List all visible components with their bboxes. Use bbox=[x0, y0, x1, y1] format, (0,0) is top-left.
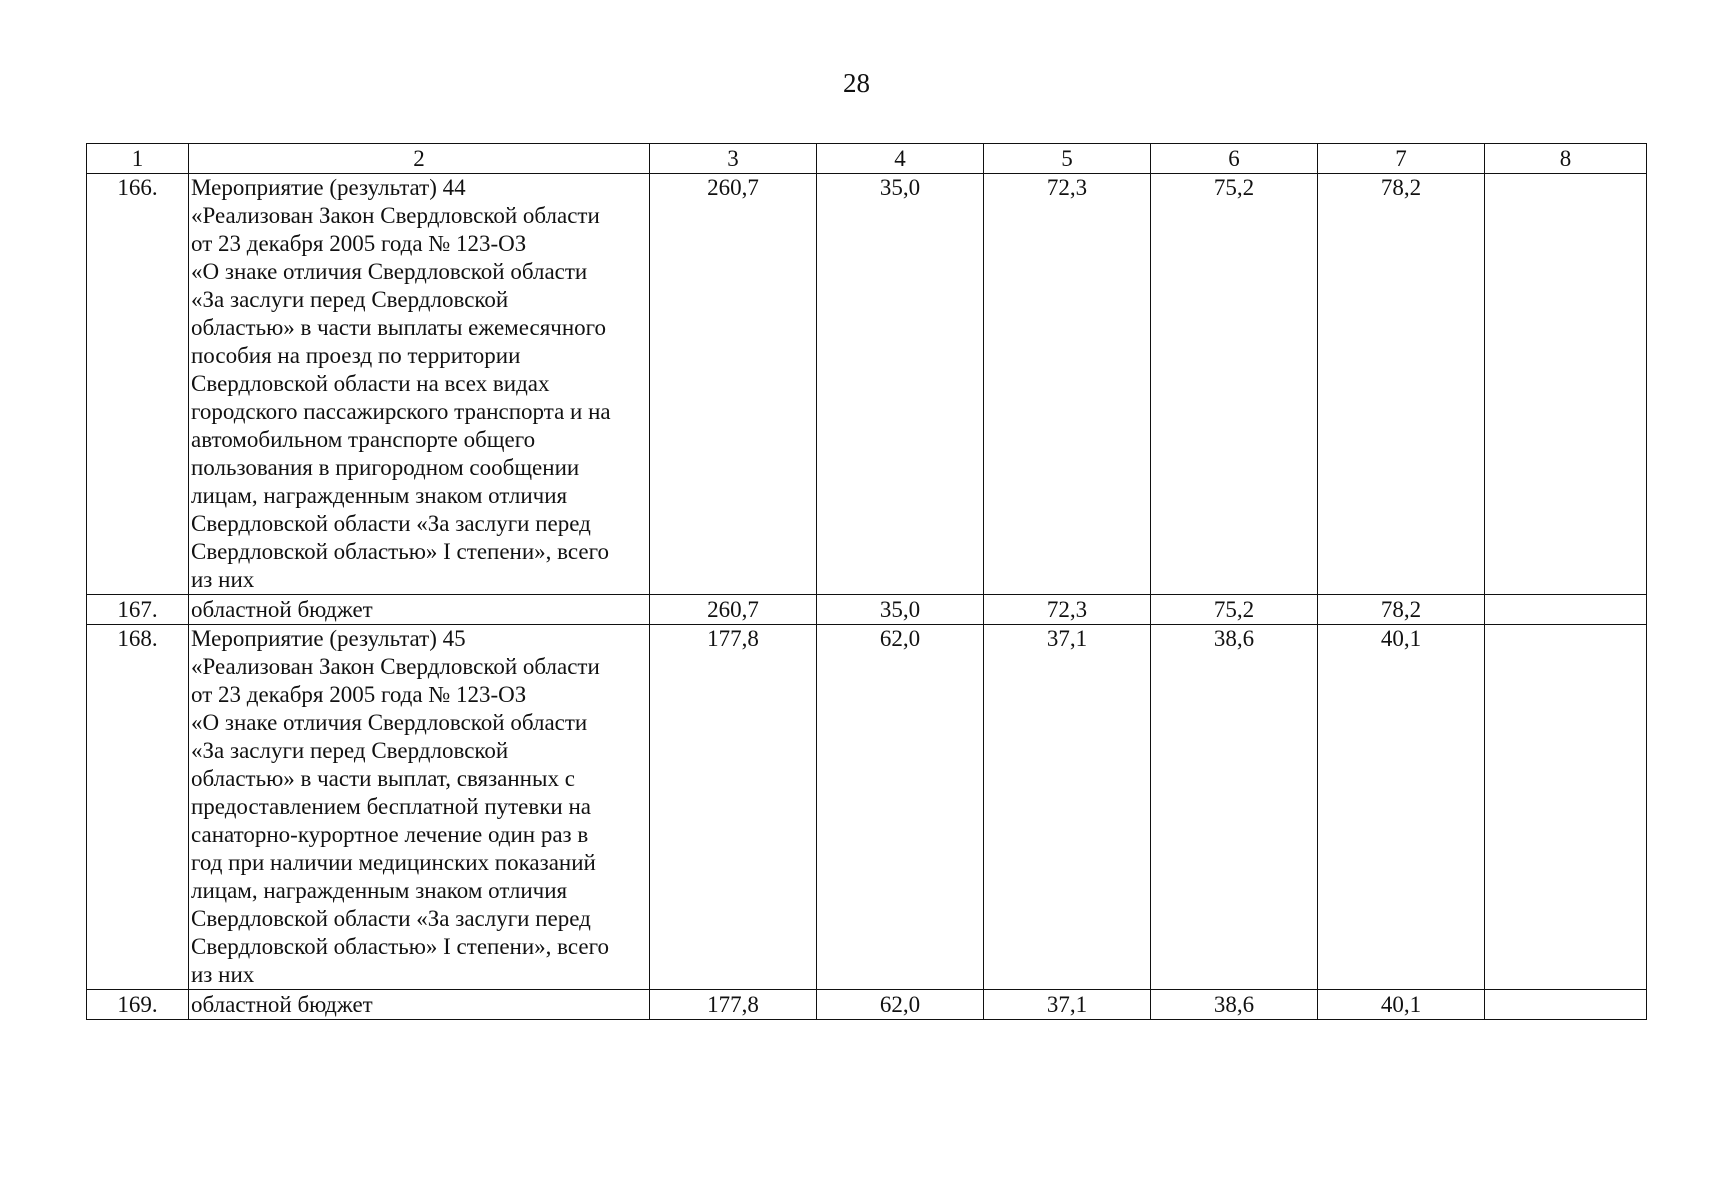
column-header: 2 bbox=[189, 144, 650, 174]
column-header: 1 bbox=[87, 144, 189, 174]
row-value: 35,0 bbox=[817, 174, 984, 595]
budget-table bbox=[86, 143, 1647, 1020]
row-value bbox=[1485, 990, 1647, 1020]
row-value: 37,1 bbox=[984, 990, 1151, 1020]
row-value bbox=[1485, 625, 1647, 990]
row-value bbox=[1485, 174, 1647, 595]
row-number: 167. bbox=[87, 595, 189, 625]
row-value: 78,2 bbox=[1318, 174, 1485, 595]
row-description: областной бюджет bbox=[189, 595, 650, 625]
row-description: Мероприятие (результат) 44 «Реализован Закон Свердловской области от 23 декабря 2005 года № 123-ОЗ «О знаке отличия Свердловской области «За заслуги перед Свердловской областью» в части выплаты ежемесячного пособия на проезд по территории Свердловской области на всех видах городского пассажирского транспорта и на автомобильном транспорте общего пользования в пригородном сообщении лицам, награжденным знаком отличия Свердловской области «За заслуги перед Свердловской областью» I степени», всего из них bbox=[189, 174, 650, 595]
row-number: 168. bbox=[87, 625, 189, 990]
row-value: 72,3 bbox=[984, 595, 1151, 625]
column-header: 8 bbox=[1485, 144, 1647, 174]
row-value: 35,0 bbox=[817, 595, 984, 625]
table-row bbox=[87, 595, 1647, 625]
row-value: 40,1 bbox=[1318, 990, 1485, 1020]
row-value bbox=[1485, 595, 1647, 625]
row-number: 166. bbox=[87, 174, 189, 595]
column-header: 4 bbox=[817, 144, 984, 174]
column-header: 6 bbox=[1151, 144, 1318, 174]
row-value: 75,2 bbox=[1151, 595, 1318, 625]
row-value: 177,8 bbox=[650, 990, 817, 1020]
row-value: 260,7 bbox=[650, 595, 817, 625]
column-header: 5 bbox=[984, 144, 1151, 174]
row-value: 62,0 bbox=[817, 990, 984, 1020]
column-header: 7 bbox=[1318, 144, 1485, 174]
table-row bbox=[87, 174, 1647, 595]
row-value: 38,6 bbox=[1151, 625, 1318, 990]
row-number: 169. bbox=[87, 990, 189, 1020]
row-description: областной бюджет bbox=[189, 990, 650, 1020]
row-value: 72,3 bbox=[984, 174, 1151, 595]
table-row bbox=[87, 990, 1647, 1020]
row-value: 78,2 bbox=[1318, 595, 1485, 625]
row-description: Мероприятие (результат) 45 «Реализован Закон Свердловской области от 23 декабря 2005 года № 123-ОЗ «О знаке отличия Свердловской области «За заслуги перед Свердловской областью» в части выплат, связанных с предоставлением бесплатной путевки на санаторно-курортное лечение один раз в год при наличии медицинских показаний лицам, награжденным знаком отличия Свердловской области «За заслуги перед Свердловской областью» I степени», всего из них bbox=[189, 625, 650, 990]
row-value: 38,6 bbox=[1151, 990, 1318, 1020]
page-number: 28 bbox=[843, 68, 870, 98]
row-value: 62,0 bbox=[817, 625, 984, 990]
table-header-row bbox=[87, 144, 1647, 174]
row-value: 260,7 bbox=[650, 174, 817, 595]
row-value: 37,1 bbox=[984, 625, 1151, 990]
column-header: 3 bbox=[650, 144, 817, 174]
row-value: 75,2 bbox=[1151, 174, 1318, 595]
row-value: 40,1 bbox=[1318, 625, 1485, 990]
table-row bbox=[87, 625, 1647, 990]
row-value: 177,8 bbox=[650, 625, 817, 990]
